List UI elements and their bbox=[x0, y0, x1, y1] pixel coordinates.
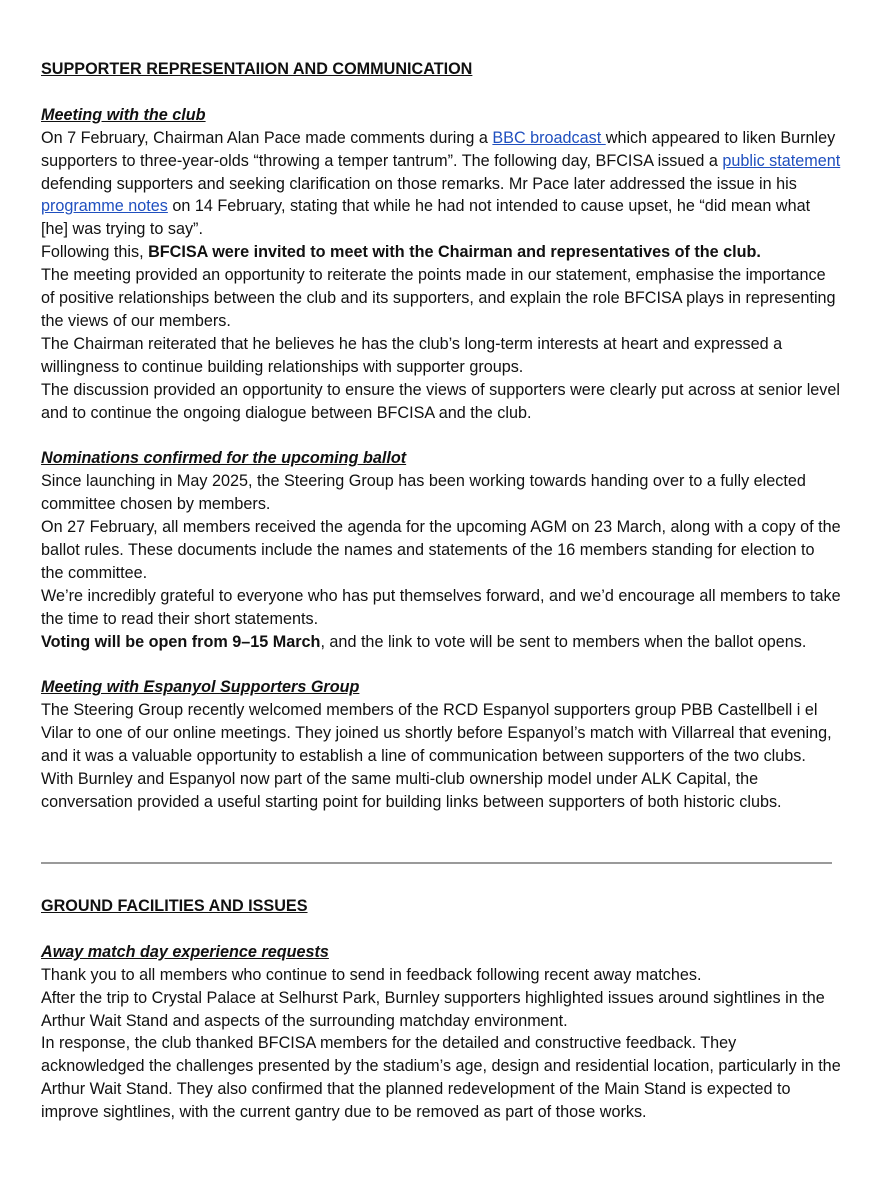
paragraph-steering-group: Since launching in May 2025, the Steering Group has been working towards handing over to a fully elected committee chosen by members. bbox=[41, 472, 806, 514]
paragraph-meeting-purpose: The meeting provided an opportunity to reiterate the points made in our statement, emphasise the importance of positive relationships between the club and its supporters, and explain the role BFCISA plays in representing the views of our members. bbox=[41, 266, 836, 330]
paragraph-voting bbox=[41, 631, 841, 654]
paragraph-espanyol: The Steering Group recently welcomed members of the RCD Espanyol supporters group PBB Castellbell i el Vilar to one of our online meetings. They joined us shortly before Espanyol’s match with Villarreal that evening, and it was a valuable opportunity to establish a line of communication between supporters of the two clubs. With Burnley and Espanyol now part of the same multi-club ownership model under ALK Capital, the conversation provided a useful starting point for building links between supporters of both historic clubs. bbox=[41, 701, 832, 811]
paragraph-grateful: We’re incredibly grateful to everyone who has put themselves forward, and we’d encourage all members to take the time to read their short statements. bbox=[41, 586, 841, 628]
bbc-broadcast-link[interactable]: BBC broadcast bbox=[492, 128, 606, 147]
bold-text: BFCISA were invited to meet with the Chairman and representatives of the club. bbox=[148, 243, 761, 262]
paragraph-chairman-reiterated: The Chairman reiterated that he believes he has the club’s long-term interests at heart and expressed a willingness to continue building relationships with supporter groups. bbox=[41, 334, 783, 376]
programme-notes-link[interactable]: programme notes bbox=[41, 197, 168, 216]
document-body-section-2 bbox=[41, 895, 841, 1124]
section-title-supporter-representation: SUPPORTER REPRESENTAIION AND COMMUNICATION bbox=[41, 60, 473, 78]
text-span: defending supporters and seeking clarification on those remarks. Mr Pace later addressed the issue in his bbox=[41, 174, 797, 193]
text-span: Following this, bbox=[41, 243, 149, 262]
section-divider bbox=[41, 862, 832, 864]
text-span: on 14 February, stating that while he had not intended to cause upset, he “did mean what [he] was trying to say”. bbox=[41, 197, 811, 239]
text-span: , and the link to vote will be sent to members when the ballot opens. bbox=[320, 632, 807, 651]
bold-text: Voting will be open from 9–15 March bbox=[41, 632, 321, 651]
section-title-ground-facilities: GROUND FACILITIES AND ISSUES bbox=[41, 897, 308, 915]
heading-away-match-day: Away match day experience requests bbox=[41, 942, 329, 961]
paragraph-crystal-palace: After the trip to Crystal Palace at Selhurst Park, Burnley supporters highlighted issues around sightlines in the Arthur Wait Stand and aspects of the surrounding matchday environment. bbox=[41, 988, 825, 1030]
heading-meeting-with-club: Meeting with the club bbox=[41, 105, 206, 124]
text-span: which appeared to liken Burnley supporters to three-year-olds “throwing a temper tantrum”. The following day, BFCISA issued a bbox=[41, 128, 836, 170]
paragraph-club-response: In response, the club thanked BFCISA members for the detailed and constructive feedback. They acknowledged the challenges presented by the stadium’s age, design and residential location, particularly in the Arthur Wait Stand. They also confirmed that the planned redevelopment of the Main Stand is expected to improve sightlines, with the current gantry due to be removed as part of those works. bbox=[41, 1034, 841, 1122]
paragraph-discussion: The discussion provided an opportunity to ensure the views of supporters were clearly put across at senior level and to continue the ongoing dialogue between BFCISA and the club. bbox=[41, 380, 840, 422]
paragraph-bbc-broadcast bbox=[41, 127, 841, 242]
heading-espanyol: Meeting with Espanyol Supporters Group bbox=[41, 678, 360, 697]
heading-nominations: Nominations confirmed for the upcoming ballot bbox=[41, 449, 407, 468]
paragraph-agm-agenda: On 27 February, all members received the agenda for the upcoming AGM on 23 March, along with a copy of the ballot rules. These documents include the names and statements of the 16 members standing for election to the committee. bbox=[41, 518, 841, 582]
document-body bbox=[41, 58, 841, 814]
paragraph-thank-you: Thank you to all members who continue to send in feedback following recent away matches. bbox=[41, 965, 702, 984]
public-statement-link[interactable]: public statement bbox=[722, 151, 841, 170]
text-span: On 7 February, Chairman Alan Pace made comments during a bbox=[41, 128, 493, 147]
paragraph-invited-meeting bbox=[41, 241, 841, 264]
